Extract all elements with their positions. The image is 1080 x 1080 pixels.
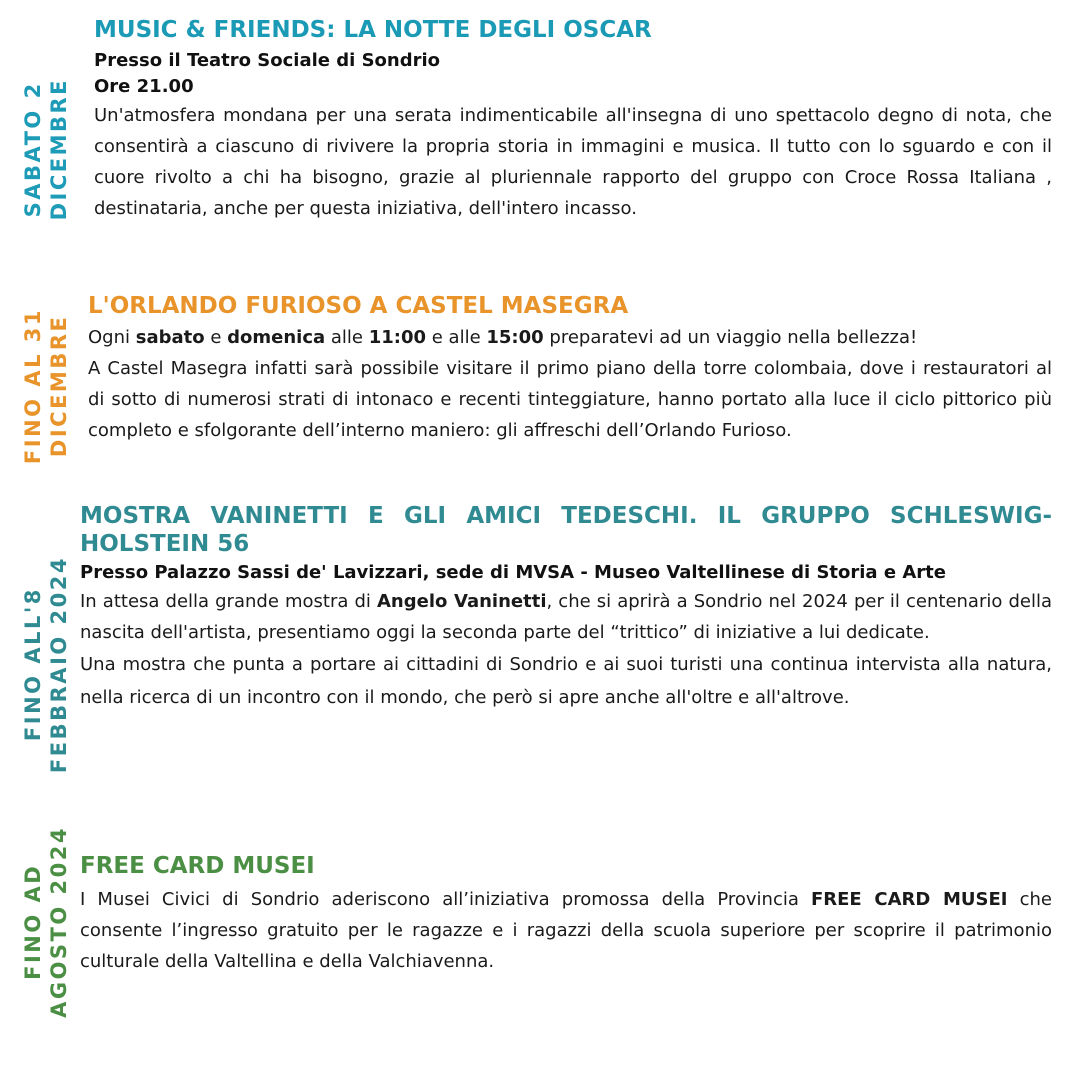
date-line-2: DICEMBRE <box>47 314 71 458</box>
event-title: MUSIC & FRIENDS: LA NOTTE DEGLI OSCAR <box>94 17 652 43</box>
bold-text: FREE CARD MUSEI <box>810 889 1008 910</box>
event-venue: Presso Palazzo Sassi de' Lavizzari, sede di MVSA - Museo Valtellinese di Storia e Arte <box>80 562 946 583</box>
date-line-1: FINO AL 31 <box>21 308 45 465</box>
text: Ogni <box>88 327 136 348</box>
bold-text: sabato <box>135 327 205 348</box>
event-date <box>20 826 72 1018</box>
event-title: FREE CARD MUSEI <box>80 853 315 879</box>
event-venue: Presso il Teatro Sociale di Sondrio <box>94 50 441 71</box>
description-paragraph: Un'atmosfera mondana per una serata indimenticabile all'insegna di uno spettacolo degno di nota, che consentirà a ciascuno di rivivere la propria storia in immagini e musica. Il tutto con lo sguardo e con il cuore rivolto a chi ha bisogno, grazie al pluriennale rapporto del gruppo con Croce Rossa Italiana , destinataria, anche per questa iniziativa, dell'intero incasso. <box>94 105 1052 219</box>
text: e alle <box>426 327 487 348</box>
event-description <box>80 586 1052 714</box>
date-line-2: FEBBRAIO 2024 <box>47 556 71 774</box>
text: I Musei Civici di Sondrio aderiscono all’iniziativa promossa della Provincia <box>80 889 811 910</box>
text: In attesa della grande mostra di <box>80 591 377 612</box>
description-paragraph-2: Una mostra che punta a portare ai cittadini di Sondrio e ai suoi turisti una continua intervista alla natura, nella ricerca di un incontro con il mondo, che però si apre anche all'oltre e all'altrove. <box>80 654 1052 708</box>
text: , che si aprirà a Sondrio nel 2024 per il centenario della nascita dell'artista, presentiamo oggi la seconda parte del “trittico” di iniziative a lui dedicate. <box>80 591 1052 643</box>
event-description <box>88 322 1052 446</box>
event-content <box>88 292 1052 446</box>
text: e <box>204 327 228 348</box>
date-line-1: SABATO 2 <box>21 81 45 218</box>
text: alle <box>325 327 369 348</box>
event-description <box>94 100 1052 224</box>
date-line-1: FINO AD <box>21 863 45 980</box>
event-description <box>80 884 1052 977</box>
event-content <box>94 16 1052 224</box>
description-paragraph-1 <box>80 586 1052 648</box>
description-paragraph-2: A Castel Masegra infatti sarà possibile visitare il primo piano della torre colombaia, dove i restauratori al di sotto di numerosi strati di intonaco e recenti tinteggiature, hanno portato alla luce il ciclo pittorico più completo e sfolgorante dell’interno maniero: gli affreschi dell’Orlando Furioso. <box>88 358 1052 441</box>
event-title: MOSTRA VANINETTI E GLI AMICI TEDESCHI. IL GRUPPO SCHLESWIG-HOLSTEIN 56 <box>80 503 1052 557</box>
event-title: L'ORLANDO FURIOSO A CASTEL MASEGRA <box>88 293 629 319</box>
event-date <box>20 308 72 464</box>
date-line-2: DICEMBRE <box>47 78 71 221</box>
bold-text: 11:00 <box>368 327 427 348</box>
date-line-2: AGOSTO 2024 <box>47 826 71 1018</box>
text: preparatevi ad un viaggio nella bellezza! <box>543 327 918 348</box>
event-date <box>20 556 72 773</box>
bold-text: Angelo Vaninetti <box>377 591 547 612</box>
bold-text: domenica <box>227 327 326 348</box>
description-paragraph-1 <box>88 322 1052 353</box>
date-line-1: FINO ALL'8 <box>21 587 45 742</box>
event-content <box>80 852 1052 977</box>
text: che consente l’ingresso gratuito per le ragazze e i ragazzi della scuola superiore per scoprire il patrimonio culturale della Valtellina e della Valchiavenna. <box>80 889 1052 972</box>
event-content <box>80 502 1052 714</box>
bold-text: 15:00 <box>486 327 544 348</box>
event-time: Ore 21.00 <box>94 76 194 97</box>
description-paragraph <box>80 884 1052 977</box>
event-date <box>20 78 72 220</box>
